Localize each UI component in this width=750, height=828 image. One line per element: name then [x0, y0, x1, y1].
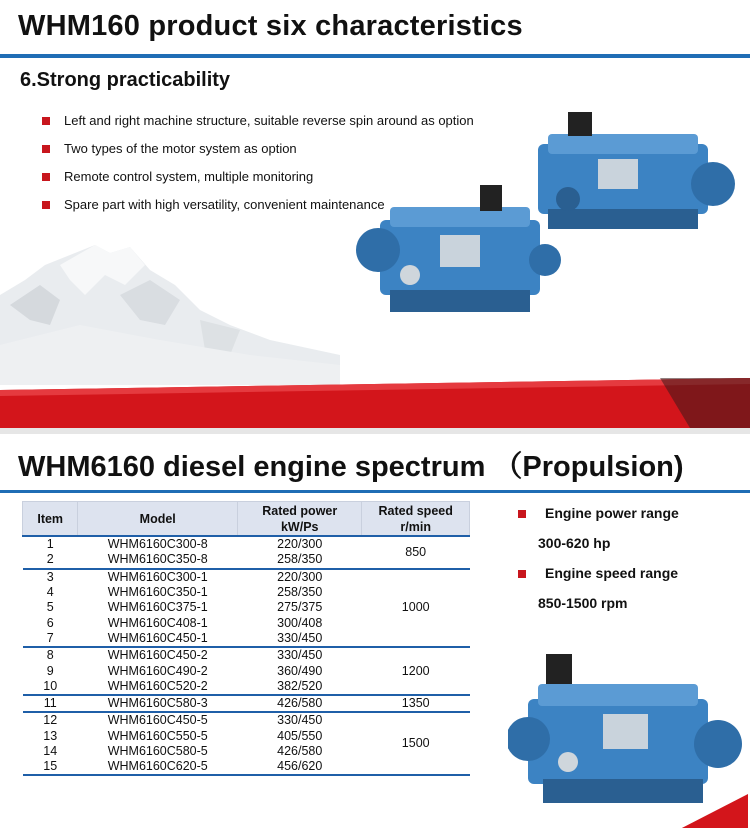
header-line: Rated power	[262, 503, 338, 518]
range-value: 850-1500 rpm	[538, 595, 628, 611]
slide1-title: WHM160 product six characteristics	[18, 10, 523, 42]
list-item	[518, 505, 679, 535]
cell-power: 258/350	[277, 585, 323, 600]
cell-model: WHM6160C580-3	[78, 695, 238, 712]
cell-power: 456/620	[277, 759, 323, 774]
cell-model: WHM6160C450-5	[78, 712, 238, 728]
title-underline	[0, 490, 750, 493]
cell-item: 15	[43, 759, 58, 774]
table-header-row	[23, 502, 470, 537]
bullet-square-icon	[42, 173, 50, 181]
bullet-square-icon	[42, 145, 50, 153]
cell-speed: 1500	[362, 712, 470, 775]
cell-model: WHM6160C375-1	[107, 600, 208, 615]
table-row	[23, 647, 470, 663]
table-row	[23, 712, 470, 728]
cell-model: WHM6160C408-1	[107, 615, 208, 630]
slide-spectrum	[0, 428, 750, 828]
marine-engine-image	[508, 644, 748, 828]
cell-model: WHM6160C450-1	[107, 630, 208, 645]
title-underline	[0, 54, 750, 58]
cell-power: 426/580	[238, 695, 362, 712]
cell-model: WHM6160C620-5	[107, 759, 208, 774]
cell-speed: 1200	[362, 647, 470, 695]
table-row	[23, 569, 470, 585]
list-item	[518, 565, 679, 595]
engine-spectrum-table	[22, 501, 470, 776]
column-header-model: Model	[78, 502, 238, 537]
marine-engine-image-front	[350, 175, 565, 335]
range-label: Engine power range	[545, 505, 679, 521]
column-header-item: Item	[23, 502, 78, 537]
cell-item: 1	[23, 536, 78, 552]
cell-speed: 1350	[362, 695, 470, 712]
cell-item: 14	[43, 744, 58, 758]
cell-power: 300/408	[277, 615, 323, 630]
cell-item: 6	[46, 615, 54, 630]
header-line: kW/Ps	[280, 519, 319, 534]
cell-item: 4	[46, 585, 54, 600]
cell-power: 330/450	[238, 647, 362, 663]
cell-item: 8	[23, 647, 78, 663]
cell-model: WHM6160C350-8	[107, 552, 208, 567]
cell-item: 9	[46, 663, 54, 678]
cell-model: WHM6160C450-2	[78, 647, 238, 663]
cell-item: 11	[23, 695, 78, 712]
cell-item: 10	[43, 678, 58, 693]
cell-model: WHM6160C300-8	[78, 536, 238, 552]
cell-power: 220/300	[238, 569, 362, 585]
cell-model: WHM6160C580-5	[107, 744, 208, 758]
slide1-subtitle: 6.Strong practicability	[20, 69, 231, 91]
cell-item: 2	[46, 552, 54, 567]
cell-power: 405/550	[277, 728, 323, 743]
bullet-text: Spare part with high versatility, convenient maintenance	[64, 197, 385, 212]
column-header-rated-power	[238, 502, 362, 537]
engine-range-list	[518, 505, 679, 625]
cell-model: WHM6160C350-1	[107, 585, 208, 600]
cell-power: 360/490	[277, 663, 323, 678]
column-header-rated-speed	[362, 502, 470, 537]
header-line: Rated speed	[378, 503, 453, 518]
bullet-square-icon	[42, 201, 50, 209]
list-item	[42, 138, 474, 166]
cell-speed: 1000	[362, 569, 470, 647]
cell-power: 330/450	[238, 712, 362, 728]
bullet-square-icon	[518, 570, 526, 578]
cell-power: 258/350	[277, 552, 323, 567]
cell-item: 12	[23, 712, 78, 728]
bullet-text: Left and right machine structure, suitable reverse spin around as option	[64, 113, 474, 128]
range-label: Engine speed range	[545, 565, 679, 581]
cell-power: 275/375	[277, 600, 323, 615]
cell-item: 13	[43, 728, 58, 743]
table-row	[23, 536, 470, 552]
bullet-text: Remote control system, multiple monitoring	[64, 169, 314, 184]
cell-power: 382/520	[277, 678, 323, 693]
cell-item: 7	[46, 630, 54, 645]
bullet-square-icon	[518, 510, 526, 518]
mountain-background-image	[0, 225, 340, 385]
list-item	[42, 110, 474, 138]
cell-item: 5	[46, 600, 54, 615]
slide2-title: WHM6160 diesel engine spectrum （Propulsion)	[18, 451, 684, 483]
cell-power: 220/300	[238, 536, 362, 552]
red-banner	[0, 378, 750, 428]
cell-model: WHM6160C490-2	[107, 663, 208, 678]
range-value: 300-620 hp	[538, 535, 611, 551]
table-row	[23, 695, 470, 712]
cell-model: WHM6160C550-5	[107, 728, 208, 743]
cell-power: 426/580	[277, 744, 323, 758]
header-line: r/min	[400, 519, 431, 534]
cell-power: 330/450	[277, 630, 323, 645]
cell-speed: 850	[362, 536, 470, 569]
cell-item: 3	[23, 569, 78, 585]
bullet-square-icon	[42, 117, 50, 125]
cell-model: WHM6160C520-2	[107, 678, 208, 693]
bullet-text: Two types of the motor system as option	[64, 141, 297, 156]
cell-model: WHM6160C300-1	[78, 569, 238, 585]
